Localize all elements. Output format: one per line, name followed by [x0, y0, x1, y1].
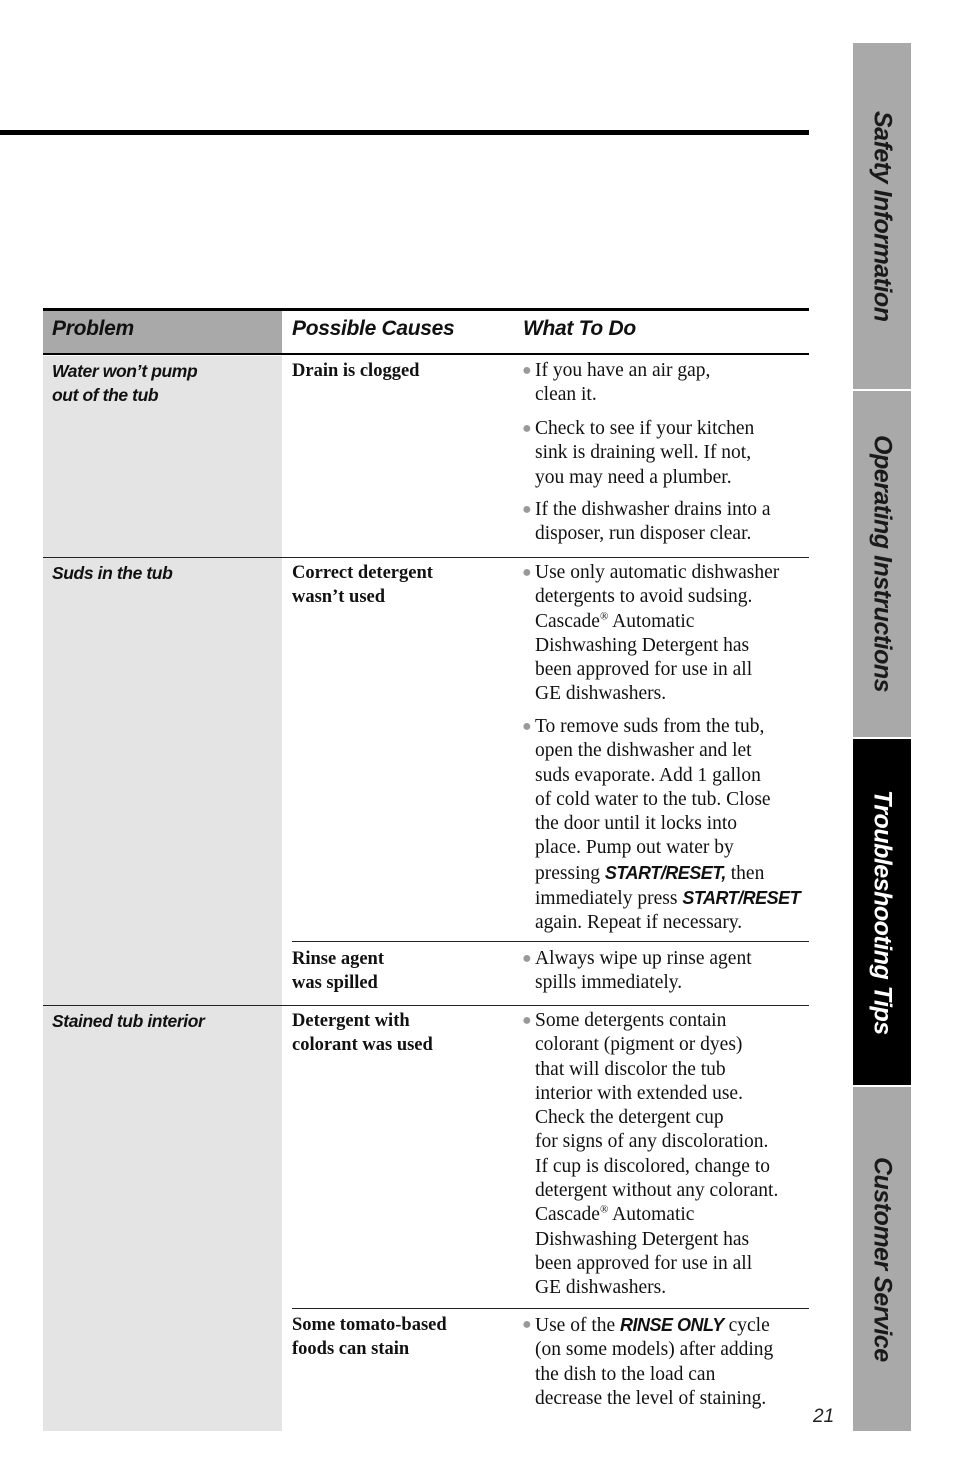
action-item — [522, 561, 812, 707]
bullet-icon: ● — [522, 362, 532, 379]
action-text: Use only automatic dishwasher detergents to avoid sudsing. Cascade® Automatic Dishwashing Detergent has been approved for use in all GE dishwashers. — [535, 562, 780, 705]
tab-safety-information[interactable] — [853, 43, 911, 389]
start-reset-label: START/RESET, — [604, 862, 726, 883]
action-text: If the dishwasher drains into a disposer, run disposer clear. — [535, 499, 771, 545]
registered-mark: ® — [599, 610, 609, 623]
cause-cell: Correct detergent wasn’t used — [292, 563, 433, 607]
bullet-icon: ● — [522, 501, 532, 518]
tab-operating-instructions[interactable] — [853, 391, 911, 737]
bullet-icon: ● — [522, 564, 532, 581]
tab-customer-service[interactable] — [853, 1087, 911, 1431]
cause-cell: Detergent with colorant was used — [292, 1011, 433, 1055]
tab-troubleshooting-tips[interactable] — [853, 739, 911, 1085]
action-item — [522, 947, 812, 996]
action-text: Some detergents contain colorant (pigment or dyes) that will discolor the tub interior with extended use. Check the detergent cup for signs of any discoloration. If cup is discolored, change to detergent without any colorant. Cascade® Automatic Dishwashing Detergent has been approved for use in all GE dishwashers. — [535, 1010, 779, 1299]
tab-label: Customer Service — [868, 1156, 897, 1362]
action-text: If you have an air gap, clean it. — [535, 360, 711, 406]
problem-cell: Stained tub interior — [52, 1011, 205, 1031]
action-item — [522, 359, 812, 408]
tab-label: Troubleshooting Tips — [868, 789, 897, 1035]
bullet-icon: ● — [522, 1316, 532, 1333]
tab-label: Operating Instructions — [868, 435, 897, 693]
action-item — [522, 1009, 812, 1301]
top-rule — [0, 130, 809, 135]
action-text: Check to see if your kitchen sink is draining well. If not, you may need a plumber. — [535, 418, 755, 488]
action-item — [522, 417, 812, 490]
action-item — [522, 1313, 812, 1411]
header-possible-causes: Possible Causes — [292, 317, 455, 340]
tab-label: Safety Information — [868, 110, 897, 322]
start-reset-label: START/RESET — [682, 888, 801, 909]
cause-cell: Rinse agent was spilled — [292, 949, 384, 993]
page-number: 21 — [813, 1406, 835, 1427]
sub-row-divider — [292, 941, 809, 942]
cause-cell: Some tomato-based foods can stain — [292, 1315, 447, 1359]
table-top-rule — [43, 308, 809, 311]
row-divider — [43, 557, 809, 558]
problem-column-shade — [43, 356, 282, 1431]
action-text: Use of the RINSE ONLY cycle (on some models) after adding the dish to the load can decrease the level of staining. — [535, 1315, 774, 1409]
row-divider — [43, 1005, 809, 1006]
action-item — [522, 715, 812, 936]
header-bottom-rule — [43, 353, 809, 355]
action-text: Always wipe up rinse agent spills immediately. — [535, 948, 752, 994]
rinse-only-label: RINSE ONLY — [620, 1315, 724, 1335]
problem-cell: Suds in the tub — [52, 563, 173, 583]
action-text: To remove suds from the tub, open the dishwasher and let suds evaporate. Add 1 gallon of cold water to the tub. Close the door until it locks into place. Pump out water by pressing START/RESET, then immediately press START/RESET again. Repeat if necessary. — [535, 716, 801, 934]
bullet-icon: ● — [522, 1012, 532, 1029]
action-item — [522, 498, 812, 547]
registered-mark: ® — [599, 1203, 609, 1216]
header-problem: Problem — [52, 317, 134, 340]
sub-row-divider — [292, 1308, 809, 1309]
header-what-to-do: What To Do — [523, 317, 636, 340]
bullet-icon: ● — [522, 420, 532, 437]
cause-cell: Drain is clogged — [292, 361, 420, 381]
bullet-icon: ● — [522, 950, 532, 967]
problem-cell: Water won’t pump out of the tub — [52, 361, 198, 405]
bullet-icon: ● — [522, 718, 532, 735]
